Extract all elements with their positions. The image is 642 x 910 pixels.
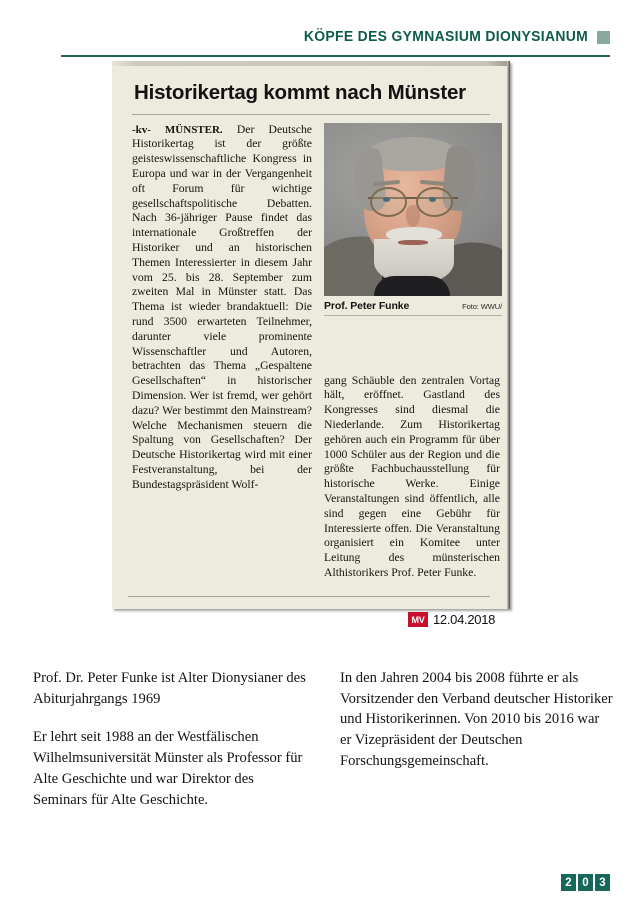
- portrait-caption-name: Prof. Peter Funke: [324, 299, 410, 312]
- clipping-top-edge: [112, 61, 510, 66]
- body-column-right: [340, 668, 613, 810]
- mv-logo-icon: MV: [408, 612, 428, 627]
- clipping-kicker: -kv- MÜNSTER.: [132, 123, 223, 136]
- clipping-right-edge: [507, 61, 510, 609]
- body-paragraph: Prof. Dr. Peter Funke ist Alter Dionysianer des Abiturjahrgangs 1969: [33, 670, 306, 707]
- clipping-column-left-text: Der Deutsche Historikertag ist der größte geisteswissenschaftliche Kongress in Europa und war in der Vergangenheit oft Forum für wichtige gesellschaftspolitische Debatten. Nach 36-jähriger Pause findet das internationale Großtreffen der Historiker und an historischen Themen Interessierter in diesem Jahr vom 25. bis 28. September zum zweiten Mal in Münster statt. Das Thema ist wieder brandaktuell: Die rund 3500 erwarteten Teilnehmer, darunter viele prominente Wissenschaftler und Autoren, betrachten das Thema „Gespaltene Gesellschaften“ in historischer Dimension. Wer ist fremd, wer gehört dazu? Wer bestimmt den Mainstream? Welche Mechanismen steuern die Spaltung von Gesellschaften? Der Deutsche Historikertag wird mit einer Festveranstaltung, bei der Bundestagspräsident Wolf-: [132, 122, 312, 491]
- clipping-headline-divider: [132, 114, 490, 115]
- portrait-caption-divider: [324, 315, 502, 316]
- clipping-bottom-divider: [128, 596, 490, 597]
- page-digit: 3: [595, 874, 610, 891]
- clipping-column-left: [132, 123, 312, 493]
- page-title: KÖPFE DES GYMNASIUM DIONYSIANUM: [303, 29, 588, 45]
- page-header: [0, 0, 642, 62]
- clipping-column-right: [324, 374, 500, 581]
- clipping-column-right-text: gang Schäuble den zentralen Vortag hält, eröffnet. Gastland des Kongresses sind diesmal die Niederlande. Zum Historikertag gehören auch ein Programm für über 1000 Schüler aus der Region und die größte Fachbuchausstellung für historische Werke. Einige Veranstaltungen sind öffentlich, alle sind gegen eine Gebühr für Interessierte offen. Die Veranstaltung organisiert ein Komitee unter Leitung des münsterischen Althistorikers Prof. Peter Funke.: [324, 373, 500, 579]
- page-digit: 0: [578, 874, 593, 891]
- clipping-headline: Historikertag kommt nach Münster: [134, 81, 466, 104]
- header-divider: [61, 55, 610, 57]
- date-stamp: [408, 612, 495, 627]
- header-title-row: [292, 29, 610, 45]
- newspaper-clipping: [112, 61, 510, 609]
- page-number: [561, 874, 610, 891]
- body-text: [33, 668, 613, 810]
- portrait-block: [324, 123, 502, 321]
- clipping-date: 12.04.2018: [433, 612, 496, 627]
- portrait-photo: [324, 123, 502, 296]
- page-digit: 2: [561, 874, 576, 891]
- body-paragraph: Er lehrt seit 1988 an der Westfälischen Wilhelmsuniversität Münster als Professor für Alte Geschichte und war Direktor des Seminars für Alte Geschichte.: [33, 729, 303, 808]
- portrait-caption: [324, 300, 502, 315]
- header-square-marker-icon: [597, 31, 610, 44]
- body-paragraph: In den Jahren 2004 bis 2008 führte er als Vorsitzender den Verband deutscher Historiker und Historikerinnen. Von 2010 bis 2016 war er Vizepräsident der Deutschen Forschungsgemeinschaft.: [340, 670, 613, 769]
- portrait-photo-credit: Foto: WWU/: [462, 301, 502, 311]
- body-column-left: [33, 668, 306, 810]
